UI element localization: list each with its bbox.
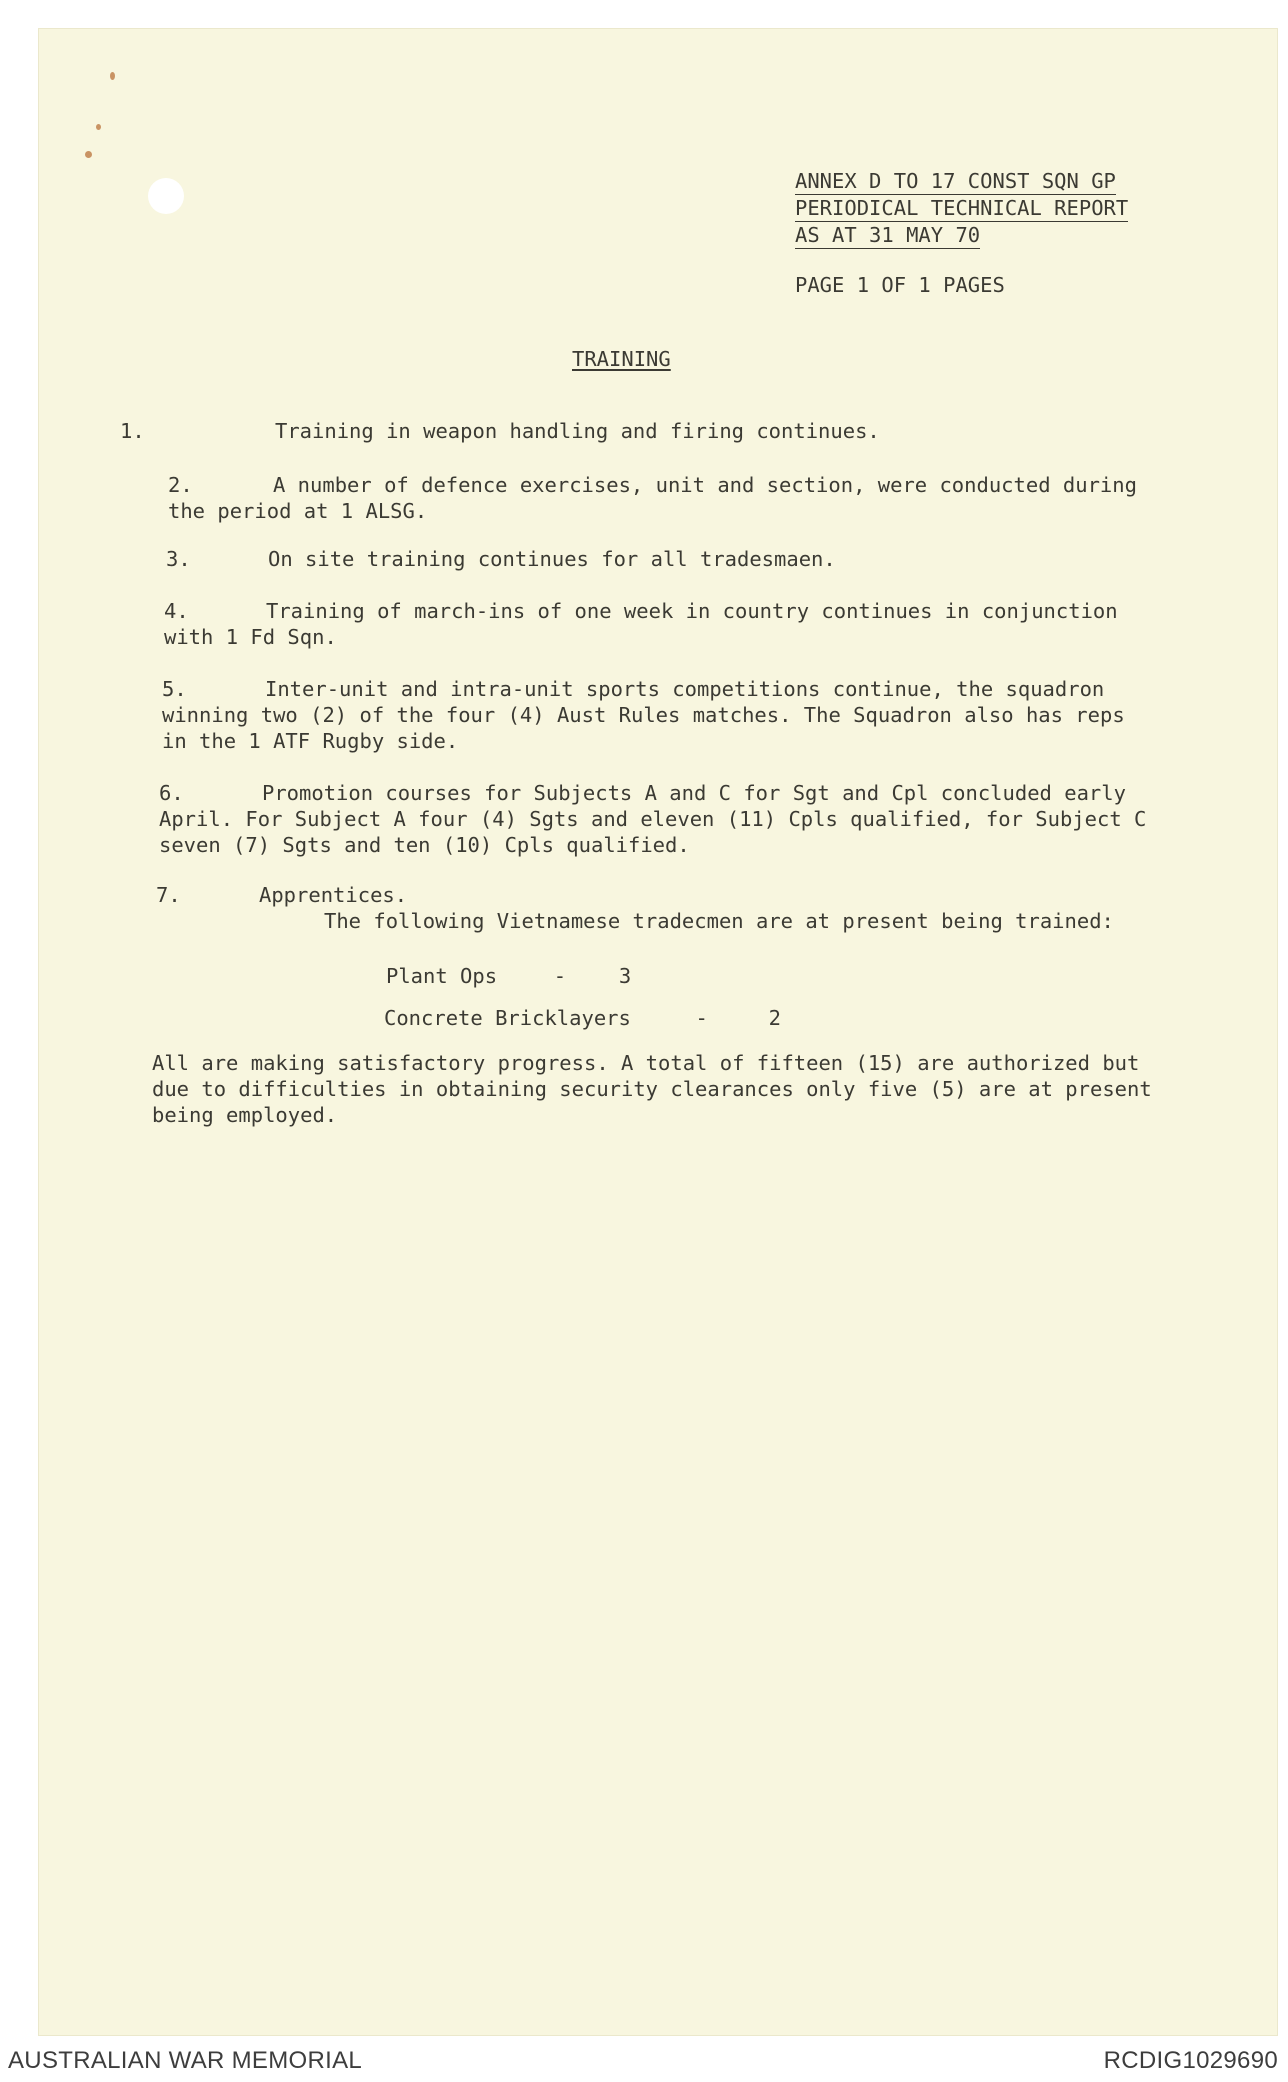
paragraph-number: 1. bbox=[120, 419, 145, 443]
paragraph-text: Promotion courses for Subjects A and C for Sgt and Cpl concluded early bbox=[262, 781, 1126, 805]
paragraph-text: Training in weapon handling and firing continues. bbox=[275, 419, 880, 443]
section-title: TRAINING bbox=[572, 347, 671, 371]
trade-count: 3 bbox=[618, 964, 632, 988]
trade-row bbox=[386, 963, 631, 989]
trade-dash: - bbox=[695, 1006, 708, 1030]
paragraph-7 bbox=[156, 882, 1206, 934]
trade-name: Concrete Bricklayers bbox=[384, 1006, 631, 1030]
paragraph-number: 5. bbox=[162, 677, 187, 701]
paragraph-text: with 1 Fd Sqn. bbox=[164, 625, 337, 649]
paragraph-text: in the 1 ATF Rugby side. bbox=[162, 729, 459, 753]
page-count: PAGE 1 OF 1 PAGES bbox=[795, 273, 1005, 297]
paragraph-text: Training of march-ins of one week in country continues in conjunction bbox=[266, 599, 1118, 623]
paragraph-1 bbox=[120, 418, 1170, 444]
trade-name: Plant Ops bbox=[386, 964, 498, 988]
paragraph-6 bbox=[159, 780, 1209, 858]
paragraph-text: On site training continues for all tradesmaen. bbox=[268, 547, 836, 571]
paragraph-text: due to difficulties in obtaining security clearances only five (5) are at present bbox=[152, 1077, 1152, 1101]
paragraph-number: 4. bbox=[164, 599, 189, 623]
archive-credit: AUSTRALIAN WAR MEMORIAL bbox=[8, 2047, 363, 2074]
paragraph-2 bbox=[168, 472, 1218, 524]
paragraph-number: 3. bbox=[166, 547, 191, 571]
report-date: AS AT 31 MAY 70 bbox=[795, 223, 981, 247]
paragraph-number: 6. bbox=[159, 781, 184, 805]
paragraph-number: 2. bbox=[168, 473, 193, 497]
rust-stain bbox=[85, 151, 92, 158]
annex-title: ANNEX D TO 17 CONST SQN GP bbox=[795, 169, 1116, 193]
paragraph-text: The following Vietnamese tradecmen are at present being trained: bbox=[324, 909, 1114, 933]
trade-row bbox=[384, 1005, 781, 1031]
annex-header bbox=[795, 168, 1128, 249]
rust-stain bbox=[110, 72, 115, 80]
trade-count: 2 bbox=[768, 1006, 781, 1030]
paragraph-text: Inter-unit and intra-unit sports competitions continue, the squadron bbox=[265, 677, 1105, 701]
paragraph-heading: Apprentices. bbox=[259, 883, 408, 907]
trade-dash: - bbox=[553, 964, 567, 988]
paragraph-number: 7. bbox=[156, 883, 181, 907]
paragraph-3 bbox=[166, 546, 1216, 572]
paragraph-text: being employed. bbox=[152, 1103, 338, 1127]
paragraph-text: the period at 1 ALSG. bbox=[168, 499, 428, 523]
paragraph-4 bbox=[164, 598, 1214, 650]
punch-hole bbox=[148, 178, 184, 214]
paragraph-text: All are making satisfactory progress. A total of fifteen (15) are authorized but bbox=[152, 1051, 1140, 1075]
paragraph-text: winning two (2) of the four (4) Aust Rules matches. The Squadron also has reps bbox=[162, 703, 1125, 727]
paragraph-5 bbox=[162, 676, 1212, 754]
paragraph-text: April. For Subject A four (4) Sgts and eleven (11) Cpls qualified, for Subject C bbox=[159, 807, 1147, 831]
archive-id: RCDIG1029690 bbox=[1103, 2047, 1278, 2074]
document-page bbox=[38, 28, 1278, 2036]
rust-stain bbox=[96, 124, 101, 130]
closing-paragraph bbox=[152, 1050, 1202, 1128]
paragraph-text: seven (7) Sgts and ten (10) Cpls qualified. bbox=[159, 833, 690, 857]
report-title: PERIODICAL TECHNICAL REPORT bbox=[795, 196, 1129, 220]
paragraph-text: A number of defence exercises, unit and section, were conducted during bbox=[273, 473, 1137, 497]
